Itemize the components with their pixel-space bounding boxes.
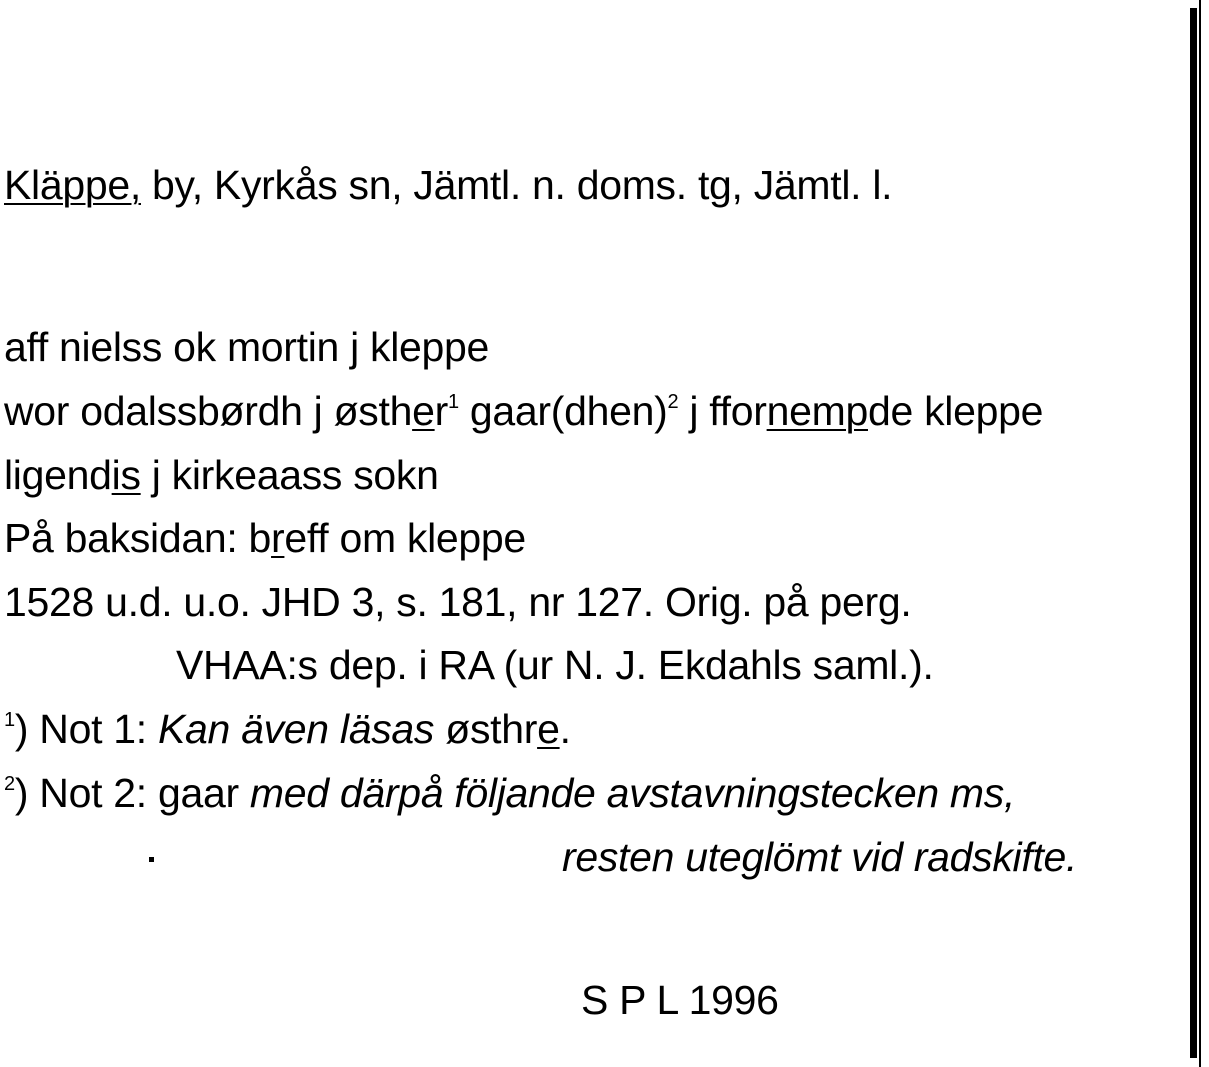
reverse-side-line: På baksidan: breff om kleppe (4, 515, 526, 561)
footnote-2: $^2$) Not 2: gaar med därpå följande avstavningstecken ms, (4, 770, 1016, 816)
footnote-ref-2: 2 (667, 391, 679, 413)
source-reference: 1528 u.d. u.o. JHD 3, s. 181, nr 127. Orig. på perg. (4, 579, 912, 625)
transcript-line-3: ligendis j kirkeaass sokn (4, 452, 439, 498)
deposit-reference: VHAA:s dep. i RA (ur N. J. Ekdahls saml.). (176, 642, 934, 688)
right-border-rule (1190, 8, 1197, 1058)
place-name: Kläppe, (4, 162, 141, 208)
transcript-line-2: wor odalssbørdh j østher$^1$ gaar(dhen)$^2$ j ffornempde kleppe (4, 388, 1044, 434)
stray-dot (149, 857, 154, 862)
right-edge-line (1199, 0, 1201, 1067)
footnote-2-continuation: resten uteglömt vid radskifte. (562, 834, 1078, 880)
footnote-ref-1: 1 (447, 391, 459, 413)
signature: S P L 1996 (581, 977, 779, 1023)
transcript-line-1: aff nielss ok mortin j kleppe (4, 324, 490, 370)
footnote-1: $^1$) Not 1: Kan även läsas østhre. (4, 706, 571, 752)
entry-heading (4, 162, 892, 208)
place-description: by, Kyrkås sn, Jämtl. n. doms. tg, Jämtl. l. (140, 162, 893, 208)
